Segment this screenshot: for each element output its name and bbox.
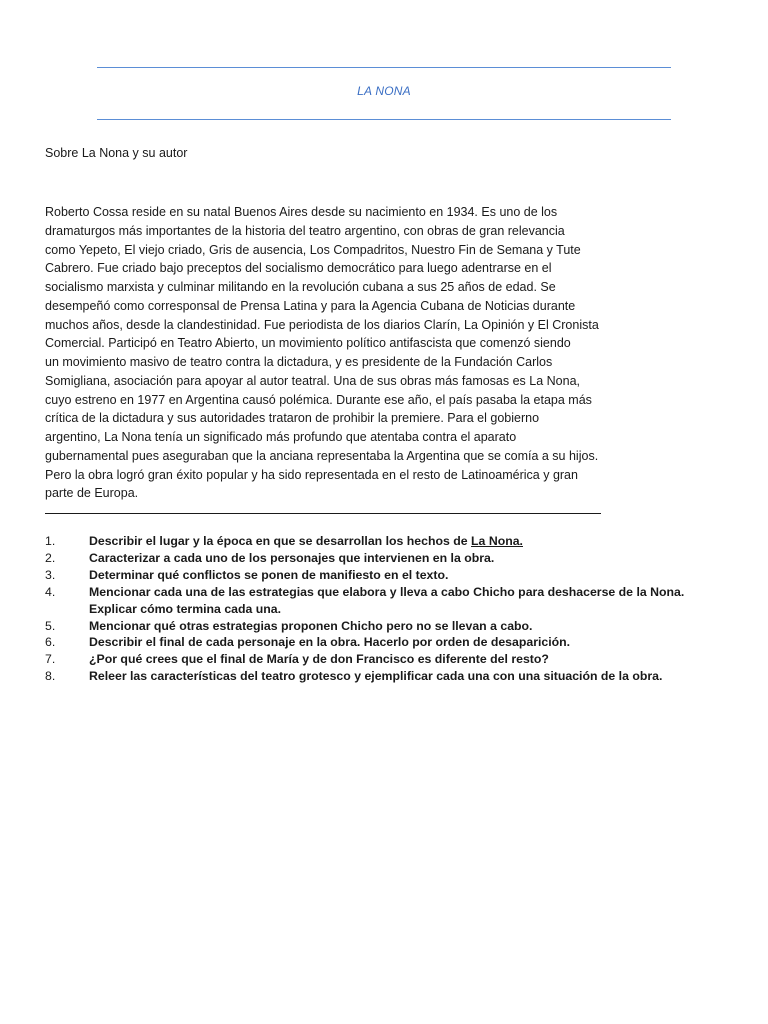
- paragraph-line: Pero la obra logró gran éxito popular y ha sido representada en el resto de Latinoamérica y gran: [45, 467, 578, 482]
- paragraph-line: Cabrero. Fue criado bajo preceptos del socialismo democrático para luego adentrarse en el: [45, 261, 552, 276]
- question-number: 5.: [45, 618, 56, 633]
- question-text: Determinar qué conflictos se ponen de manifiesto en el texto.: [89, 567, 449, 582]
- question-number: 4.: [45, 584, 56, 599]
- question-text: Releer las características del teatro grotesco y ejemplificar cada una con una situación de la obra.: [89, 669, 663, 684]
- question-item: [45, 550, 725, 567]
- section-subtitle: Sobre La Nona y su autor: [45, 146, 188, 160]
- paragraph-line: cuyo estreno en 1977 en Argentina causó polémica. Durante ese año, el país pasaba la etapa más: [45, 392, 592, 407]
- title-bottom-rule: [97, 119, 671, 120]
- question-text: Mencionar qué otras estrategias proponen Chicho pero no se llevan a cabo.: [89, 618, 533, 633]
- paragraph-line: desempeñó como corresponsal de Prensa Latina y para la Agencia Cubana de Noticias durante: [45, 298, 576, 313]
- title-top-rule: [97, 67, 671, 68]
- question-text-main: Describir el lugar y la época en que se desarrollan los hechos de: [89, 534, 472, 548]
- question-text-main: Mencionar cada una de las estrategias que elabora y lleva a cabo Chicho para deshacerse de la Nona.: [89, 584, 685, 599]
- question-number: 1.: [45, 534, 56, 548]
- paragraph-line: un movimiento masivo de teatro contra la dictadura, y es presidente de la Fundación Carlos: [45, 355, 553, 369]
- question-item: [45, 567, 725, 584]
- paragraph-line: muchos años, desde la clandestinidad. Fue periodista de los diarios Clarín, La Opinión y El Cronista: [45, 317, 599, 332]
- question-item: [45, 668, 725, 685]
- question-number: 2.: [45, 550, 56, 565]
- paragraph-line: socialismo marxista y culminar militando en la revolución cubana a sus 25 años de edad. Se: [45, 280, 556, 294]
- question-number: 6.: [45, 635, 56, 650]
- document-title: LA NONA: [357, 84, 411, 98]
- question-item: [45, 651, 725, 668]
- paragraph-line: Somigliana, asociación para apoyar al autor teatral. Una de sus obras más famosas es La Nona,: [45, 373, 581, 388]
- paragraph-line: Comercial. Participó en Teatro Abierto, un movimiento político antifascista que comenzó siendo: [45, 336, 571, 351]
- question-text: Describir el final de cada personaje en la obra. Hacerlo por orden de desaparición.: [89, 635, 571, 650]
- question-text-continuation: Explicar cómo termina cada una.: [89, 601, 282, 616]
- question-item: [45, 584, 725, 618]
- paragraph-line: argentino, La Nona tenía un significado más profundo que atentaba contra el aparato: [45, 430, 517, 444]
- question-item: [45, 618, 725, 635]
- paragraph-line: gubernamental pues aseguraban que la anciana representaba la Argentina que se comía a su hijos.: [45, 448, 599, 463]
- paragraph-line: Roberto Cossa reside en su natal Buenos Aires desde su nacimiento en 1934. Es uno de los: [45, 205, 558, 219]
- question-list: [45, 533, 725, 685]
- question-text: [89, 584, 684, 618]
- underlined-work-title: La Nona.: [471, 534, 523, 548]
- author-paragraph: [45, 203, 605, 503]
- question-item: [45, 533, 725, 550]
- question-number: 3.: [45, 567, 56, 582]
- question-text: ¿Por qué crees que el final de María y de don Francisco es diferente del resto?: [89, 652, 549, 667]
- question-number: 7.: [45, 652, 56, 667]
- paragraph-line: como Yepeto, El viejo criado, Gris de ausencia, Los Compadritos, Nuestro Fin de Semana y Tute: [45, 242, 581, 257]
- question-number: 8.: [45, 669, 56, 684]
- paragraph-line: parte de Europa.: [45, 486, 139, 501]
- question-text: Caracterizar a cada uno de los personajes que intervienen en la obra.: [89, 550, 495, 565]
- paragraph-line: crítica de la dictadura y sus autoridades trataron de prohibir la premiere. Para el gobierno: [45, 411, 540, 426]
- question-item: [45, 634, 725, 651]
- question-text: [89, 533, 523, 550]
- paragraph-line: dramaturgos más importantes de la historia del teatro argentino, con obras de gran relevancia: [45, 223, 565, 238]
- section-divider: [45, 513, 601, 514]
